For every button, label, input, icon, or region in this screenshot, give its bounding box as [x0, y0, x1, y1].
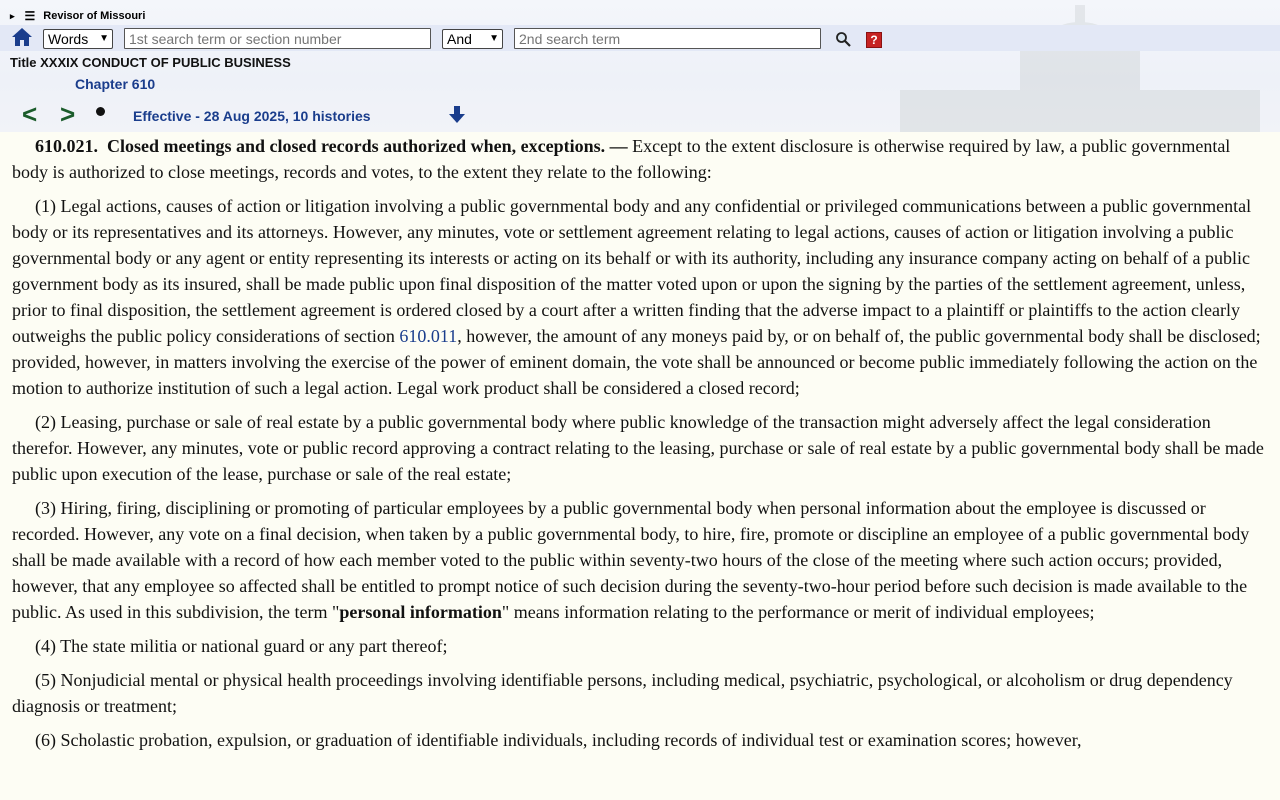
subdivision-5: (5) Nonjudicial mental or physical health proceedings involving identifiable persons, including medical, psychiatric, psychological, or alcoholism or drug dependency diagnosis or treatment;	[12, 670, 1233, 716]
title-heading[interactable]: Title XXXIX CONDUCT OF PUBLIC BUSINESS	[10, 55, 291, 70]
subdivision-1	[12, 193, 1268, 401]
prev-section-button[interactable]: <	[22, 99, 38, 129]
section-intro-paragraph	[12, 133, 1268, 185]
defined-term: personal information	[339, 602, 502, 622]
search-mode-value: Words	[48, 31, 89, 47]
section-number: 610.021.	[35, 136, 98, 156]
subdivision-2: (2) Leasing, purchase or sale of real estate by a public governmental body where public knowledge of the transaction might adversely affect the legal consideration therefor. However, any minutes, vote or public record approving a contract relating to the leasing, purchase or sale of real estate by a public governmental body shall be made public upon execution of the lease, purchase or sale of the real estate;	[12, 412, 1264, 484]
effective-date-link[interactable]: Effective - 28 Aug 2025, 10 histories	[133, 108, 371, 124]
chevron-down-icon: ▼	[489, 33, 499, 44]
site-name[interactable]: Revisor of Missouri	[43, 10, 146, 22]
section-intro: Except to the extent disclosure is otherwise required by law, a public governmental body is authorized to close meetings, records and votes, to the extent they relate to the following:	[12, 136, 1231, 182]
current-section-dot[interactable]	[96, 107, 105, 116]
search-operator-value: And	[447, 31, 472, 47]
search-term-2-input[interactable]	[514, 28, 821, 49]
chapter-link[interactable]: Chapter 610	[75, 76, 156, 92]
home-icon[interactable]	[11, 26, 33, 48]
search-operator-select[interactable]	[442, 29, 503, 49]
subdivision-4: (4) The state militia or national guard or any part thereof;	[35, 636, 448, 656]
search-bar	[0, 25, 1280, 51]
help-button[interactable]: ?	[866, 32, 882, 48]
menu-icon[interactable]: ☰	[24, 9, 36, 23]
arrow-down-icon[interactable]	[449, 106, 465, 124]
subdivision-1-text-b: , however, the amount of any moneys paid by, or on behalf of, the public governmental body shall be disclosed; provided, however, in matters involving the exercise of the power of eminent domain, the vote shall be announced or become public immediately following the action on the motion to authorize institution of such a legal action. Legal work product shall be considered a closed record;	[12, 326, 1261, 398]
search-icon[interactable]	[835, 31, 851, 47]
section-nav	[0, 100, 1280, 128]
search-term-1-input[interactable]	[124, 28, 431, 49]
subdivision-3	[12, 495, 1268, 625]
statute-text	[12, 133, 1268, 761]
section-610-011-link[interactable]: 610.011	[399, 326, 458, 346]
search-mode-select[interactable]	[43, 29, 113, 49]
header	[0, 0, 1280, 132]
expand-icon[interactable]: ▸	[10, 10, 15, 21]
chevron-down-icon: ▼	[99, 33, 109, 44]
section-heading: Closed meetings and closed records authorized when, exceptions. —	[107, 136, 628, 156]
site-bar	[10, 9, 145, 23]
subdivision-6: (6) Scholastic probation, expulsion, or graduation of identifiable individuals, including records of individual test or examination scores; however,	[35, 730, 1082, 750]
next-section-button[interactable]: >	[60, 99, 76, 129]
subdivision-3-text-a: (3) Hiring, firing, disciplining or promoting of particular employees by a public governmental body when personal information about the employee is discussed or recorded. However, any vote on a final decision, when taken by a public governmental body, to hire, fire, promote or discipline an employee of a public governmental body shall be made available with a record of how each member voted to the public within seventy-two hours of the close of the meeting where such action occurs; provided, however, that any employee so affected shall be entitled to prompt notice of such decision during the seventy-two-hour period before such decision is made available to the public. As used in this subdivision, the term "	[12, 498, 1250, 622]
subdivision-1-text-a: (1) Legal actions, causes of action or litigation involving a public governmental body and any confidential or privileged communications between a public governmental body or its representatives and its attorneys. However, any minutes, vote or settlement agreement relating to legal actions, causes of action or litigation involving a public governmental body or any agent or entity representing its interests or acting on its behalf or with its authority, including any insurance company acting on behalf of a public government body as its insured, shall be made public upon final disposition of the matter voted upon or upon the signing by the parties of the settlement agreement, unless, prior to final disposition, the settlement agreement is ordered closed by a court after a written finding that the adverse impact to a plaintiff or plaintiffs to the action clearly outweighs the public policy considerations of section	[12, 196, 1252, 346]
subdivision-3-text-b: " means information relating to the performance or merit of individual employees;	[501, 602, 1095, 622]
